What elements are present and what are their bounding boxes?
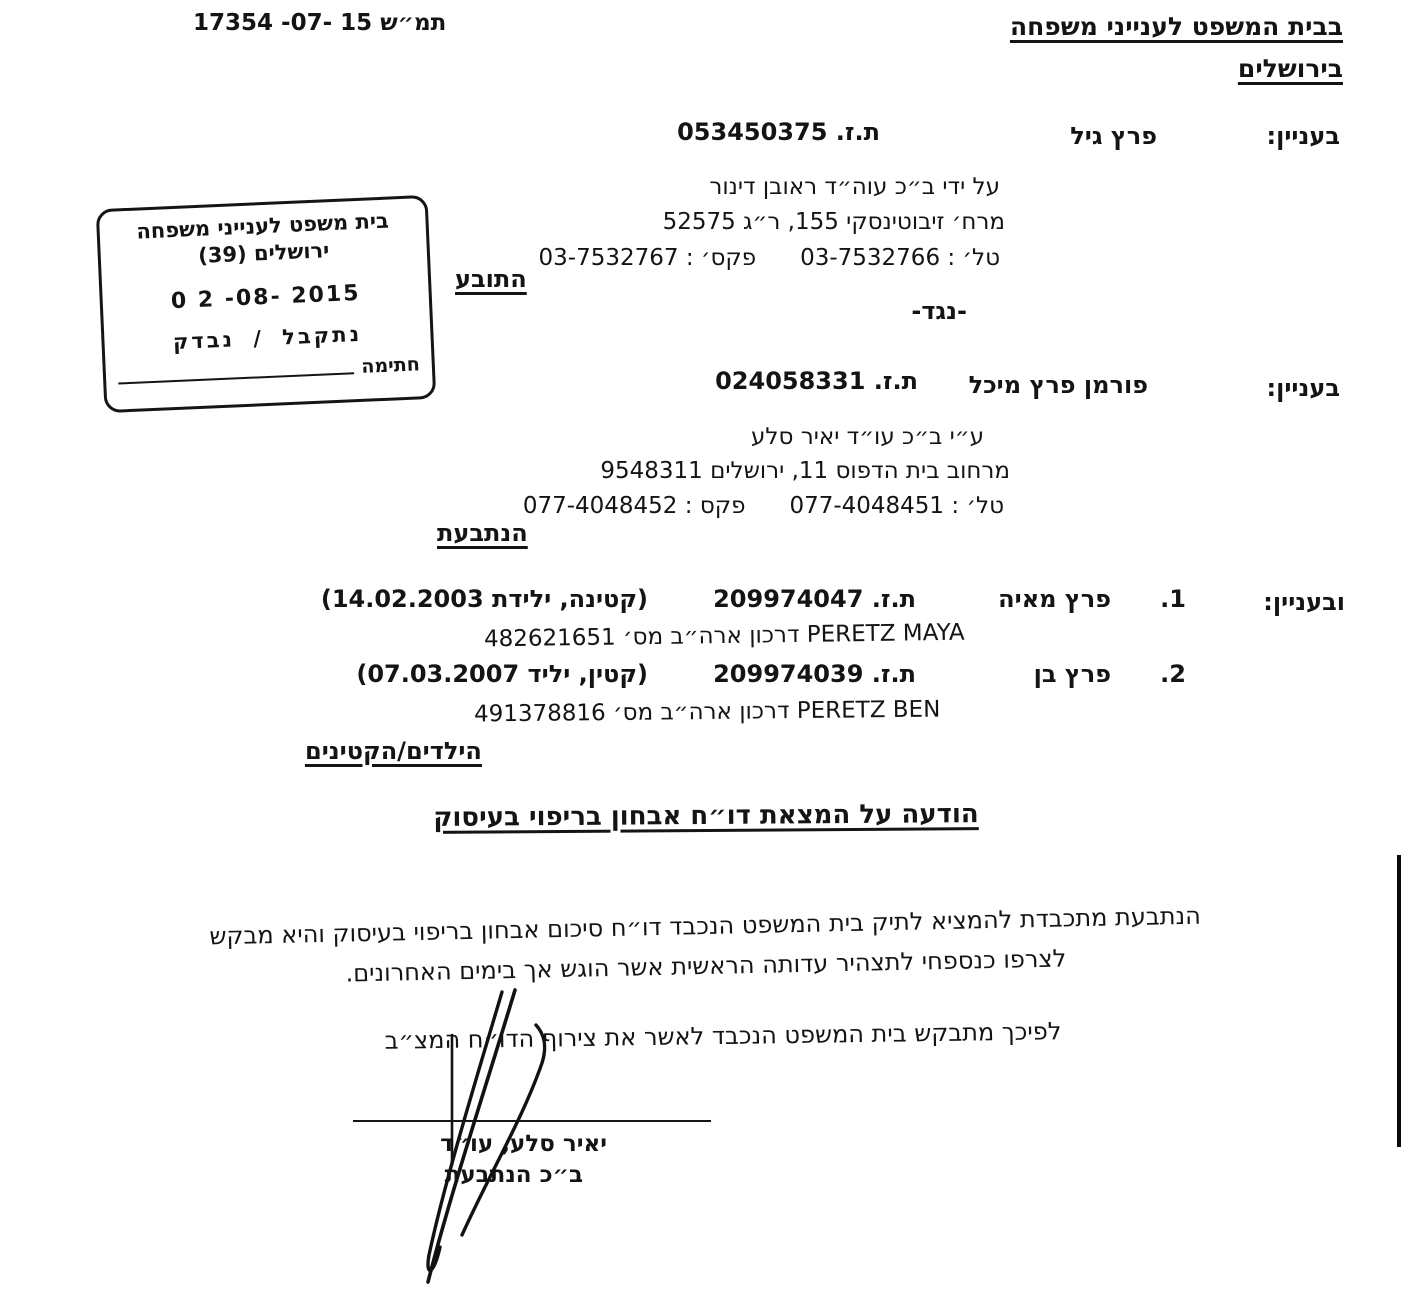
party2-label: בעניין: [1266,374,1340,402]
party2-telfax [523,493,1004,519]
party1-label: בעניין: [1266,122,1340,150]
signatory-role: ב״כ הנתבעת [444,1162,583,1188]
body-paragraph-2: לפיכך מתבקש בית המשפט הנכבד לאשר את צירוף הדו״ח המצ״ב [384,1017,1062,1055]
stamp-signature-label: חתימה [360,353,421,378]
case-number: תמ״ש 15 -07- 17354 [193,10,447,36]
party2-role-label: הנתבעת [437,519,528,547]
child2-passport-line: PERETZ BEN דרכון ארה״ב מס׳ 491378816 [473,696,941,728]
party1-telfax [539,245,1000,271]
stamp-status: נתקבל / נבדק [172,321,363,355]
party2-fax: פקס : 077-4048452 [522,493,746,519]
child-row-1 [321,585,1186,613]
party1-id: ת.ז. 053450375 [677,118,880,146]
children-role-label: הילדים/הקטינים [305,737,482,765]
child1-number: 1. [1160,585,1186,613]
party1-attorney-line: על ידי ב״כ עוה״ד ראובן דינור [709,174,1000,200]
party2-tel: טל׳ : 077-4048451 [789,493,1004,519]
stamp-date: 0 2 -08- 2015 [170,280,362,315]
child2-name: פרץ בן [1033,660,1111,688]
child1-id: ת.ז. 209974047 [713,585,916,613]
body-par1-line1: הנתבעת מתכבדת להמציא לתיק בית המשפט הנכבד דו״ח סיכום אבחון בריפוי בעיסוק והיא מבקש [209,901,1202,951]
party2-name: פורמן פרץ מיכל [968,371,1148,399]
court-header-line2: בירושלים [1237,54,1343,83]
court-received-stamp [96,195,437,413]
body-par1-line2: לצרפו כנספחי לתצהיר עדותה הראשית אשר הוגש אך בימים האחרונים. [345,944,1067,988]
party2-address-line: מרחוב בית הדפוס 11, ירושלים 9548311 [600,458,1010,484]
child2-minor-note: (קטין, יליד 07.03.2007) [356,660,648,688]
stamp-signature-row [118,353,421,388]
child1-name: פרץ מאיה [998,585,1111,613]
handwritten-signature-scrawl [330,975,570,1299]
body-paragraph-1 [34,892,1376,1000]
child2-number: 2. [1160,660,1186,688]
party1-tel: טל׳ : 03-7532766 [800,245,1000,271]
party1-name: פרץ גיל [1070,122,1157,150]
child-row-2 [356,660,1186,688]
party1-fax: פקס׳ : 03-7532767 [538,245,757,271]
party2-id: ת.ז. 024058331 [715,367,918,395]
document-title: הודעה על המצאת דו״ח אבחון בריפוי בעיסוק [432,799,979,833]
party1-role-label: התובע [455,265,527,293]
versus-label: -נגד- [911,297,967,325]
stamp-court-city: ירושלים (39) [197,238,330,268]
scan-artifact-line [1397,855,1401,1147]
stamp-court-name: בית משפט לענייני משפחה [135,208,390,244]
stamp-signature-line [118,372,353,384]
court-header-line1: בבית המשפט לענייני משפחה [1009,12,1343,41]
child1-minor-note: (קטינה, ילידת 14.02.2003) [320,585,648,613]
party1-address-line: מרח׳ זיבוטינסקי 155, ר״ג 52575 [662,209,1005,235]
court-header [1010,6,1343,90]
child1-passport-line: PERETZ MAYA דרכון ארה״ב מס׳ 482621651 [484,619,966,653]
child2-id: ת.ז. 209974039 [713,660,916,688]
party2-attorney-line: ע״י ב״כ עו״ד יאיר סלע [751,424,984,450]
signatory-name: יאיר סלע, עו״ד [440,1131,607,1157]
children-label: ובעניין: [1263,588,1345,616]
